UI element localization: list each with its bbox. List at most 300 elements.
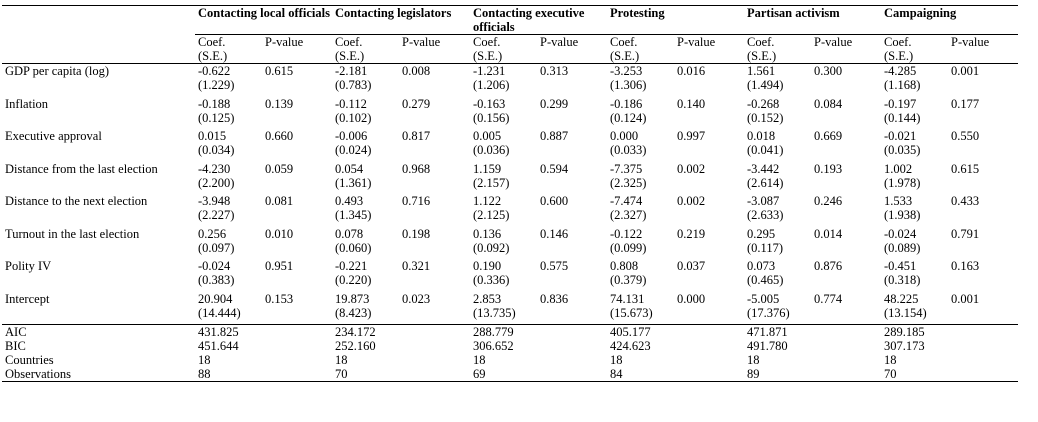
stat-spacer [674,339,744,353]
standard-error: (0.092) [473,240,510,255]
p-value: 0.615 [265,64,294,78]
corner-cell [2,35,195,64]
coef-cell [470,97,537,130]
table-row [2,129,1018,162]
coef-cell [332,194,399,227]
p-value: 0.246 [814,194,843,208]
p-value: 0.660 [265,129,294,143]
stat-spacer [537,325,607,340]
stat-row [2,353,1018,367]
standard-error: (0.318) [884,273,921,287]
p-value: 0.321 [402,259,431,273]
table-row [2,97,1018,130]
stat-label: Countries [5,353,54,367]
standard-error: (0.024) [335,143,372,157]
standard-error: (17.376) [747,305,790,320]
coefficient: -0.006 [335,129,368,143]
standard-error: (2.227) [198,208,235,222]
p-value: 0.817 [402,129,431,143]
coef-cell [744,259,811,292]
standard-error: (1.978) [884,175,921,190]
stat-value: 288.779 [473,325,514,339]
stat-value: 70 [332,367,399,382]
standard-error: (1.494) [747,78,784,92]
variable-name: Executive approval [5,129,102,143]
coefficient: -3.442 [747,161,780,176]
coef-cell [881,162,948,195]
se-label: (S.E.) [335,49,365,63]
coef-se-header [332,35,399,64]
standard-error: (2.614) [747,175,784,190]
standard-error: (0.097) [198,240,235,255]
stat-row [2,325,1018,340]
standard-error: (0.156) [473,110,510,125]
standard-error: (15.673) [610,305,653,320]
stat-spacer [537,367,607,382]
coef-se-header [881,35,948,64]
coef-label: Coef. [747,35,775,49]
p-value: 0.002 [677,161,706,176]
stat-value: 451.644 [198,339,239,353]
coef-cell [607,227,674,260]
coef-label: Coef. [473,35,501,49]
coef-cell [195,292,262,325]
p-value: 0.000 [674,292,744,325]
coef-cell [881,227,948,260]
standard-error: (13.154) [884,305,927,320]
p-value: 0.014 [814,226,843,241]
coefficient: -0.268 [747,96,780,111]
standard-error: (0.144) [884,110,921,125]
coef-se-header [744,35,811,64]
coef-cell [195,194,262,227]
stat-label: AIC [5,325,27,339]
coef-cell [470,194,537,227]
standard-error: (0.034) [198,143,235,157]
p-value: 0.002 [677,194,706,208]
table-row [2,162,1018,195]
pvalue-header: P-value [948,35,1018,64]
p-value: 0.010 [265,226,294,241]
variable-name: Distance from the last election [5,161,158,176]
standard-error: (1.229) [198,78,235,92]
standard-error: (2.125) [473,208,510,222]
standard-error: (1.345) [335,208,372,222]
coefficient: 0.256 [198,226,227,241]
standard-error: (0.033) [610,143,647,157]
stat-spacer [399,325,470,340]
p-value: 0.716 [402,194,431,208]
stat-spacer [811,353,881,367]
standard-error: (0.220) [335,273,372,287]
pvalue-header: P-value [674,35,744,64]
coefficient: -7.474 [610,194,643,208]
stat-value: 491.780 [747,339,788,353]
standard-error: (2.200) [198,175,235,190]
se-label: (S.E.) [610,49,640,63]
standard-error: (0.152) [747,110,784,125]
p-value: 0.836 [537,292,607,325]
coefficient: -1.231 [473,64,506,78]
coefficient: 0.015 [198,129,227,143]
model-header: Contacting executive officials [470,6,607,35]
standard-error: (0.117) [747,240,783,255]
model-header: Contacting local officials [195,6,332,35]
variable-name: Distance to the next election [5,194,148,208]
stat-spacer [262,325,332,340]
coefficient: -0.112 [335,96,367,111]
standard-error: (0.035) [884,143,921,157]
coef-cell [607,292,674,325]
p-value: 0.279 [402,96,431,111]
stat-spacer [674,353,744,367]
p-value: 0.059 [265,161,294,176]
stat-value: 18 [198,353,211,367]
corner-cell [2,6,195,35]
model-header: Protesting [607,6,744,35]
standard-error: (0.036) [473,143,510,157]
standard-error: (0.125) [198,110,235,125]
standard-error: (13.735) [473,305,516,320]
table-row [2,259,1018,292]
standard-error: (0.102) [335,110,372,125]
stat-value: 88 [195,367,262,382]
p-value: 0.008 [402,64,431,78]
model-stats-body [2,325,1018,382]
coefficient: -0.186 [610,96,643,111]
standard-error: (0.465) [747,273,784,287]
se-label: (S.E.) [198,49,228,63]
p-value: 0.163 [951,259,980,273]
standard-error: (0.060) [335,240,372,255]
p-value: 0.001 [948,292,1018,325]
coef-cell [744,194,811,227]
coef-cell [881,64,948,97]
standard-error: (0.041) [747,143,784,157]
standard-error: (1.306) [610,78,647,92]
p-value: 0.084 [814,96,843,111]
coefficient: 1.561 [747,64,776,78]
coef-cell [607,64,674,97]
coefficient: -7.375 [610,161,643,176]
coefficient: 1.533 [884,194,913,208]
stat-spacer [811,325,881,340]
coef-cell [332,97,399,130]
coefficient: -0.024 [198,259,231,273]
stat-value: 18 [884,353,897,367]
coefficient: -3.253 [610,64,643,78]
p-value: 0.193 [814,161,843,176]
variable-name: Turnout in the last election [5,226,140,241]
standard-error: (2.157) [473,175,510,190]
model-header: Partisan activism [744,6,881,35]
stat-value: 307.173 [884,339,925,353]
p-value: 0.876 [814,259,843,273]
model-header: Campaigning [881,6,1018,35]
coef-cell [470,259,537,292]
standard-error: (0.336) [473,273,510,287]
variable-name: Intercept [2,292,195,325]
standard-error: (1.168) [884,78,921,92]
stat-value: 18 [610,353,623,367]
coef-cell [744,129,811,162]
stat-value: 18 [335,353,348,367]
p-value: 0.550 [951,129,980,143]
p-value: 0.313 [540,64,569,78]
coefficient: -4.285 [884,64,917,78]
stat-spacer [948,325,1018,340]
stat-spacer [399,339,470,353]
p-value: 0.300 [814,64,843,78]
stat-spacer [262,353,332,367]
coef-label: Coef. [884,35,912,49]
coefficient: 19.873 [335,291,370,306]
pvalue-header: P-value [811,35,881,64]
standard-error: (0.383) [198,273,235,287]
coef-cell [195,97,262,130]
coef-cell [470,227,537,260]
column-subheader-row [2,35,1018,64]
stat-value: 18 [473,353,486,367]
standard-error: (1.361) [335,175,372,190]
standard-error: (2.327) [610,208,647,222]
stat-value: 306.652 [473,339,514,353]
p-value: 0.774 [811,292,881,325]
coef-cell [607,162,674,195]
stat-value: 252.160 [335,339,376,353]
table-row [2,227,1018,260]
stat-value: 471.871 [747,325,788,339]
p-value: 0.669 [814,129,843,143]
coef-cell [744,97,811,130]
standard-error: (8.423) [335,305,372,320]
coefficient: -5.005 [747,291,780,306]
coef-cell [195,259,262,292]
p-value: 0.001 [951,64,980,78]
p-value: 0.023 [399,292,470,325]
regression-table [2,5,1018,382]
coef-cell [332,227,399,260]
stat-value: 84 [607,367,674,382]
stat-value: 424.623 [610,339,651,353]
coef-cell [470,129,537,162]
coefficient: -3.087 [747,194,780,208]
stat-label: BIC [5,339,26,353]
coef-cell [881,194,948,227]
coefficient: 0.295 [747,226,776,241]
coefficient: 20.904 [198,291,233,306]
variable-name: GDP per capita (log) [5,64,110,78]
coef-cell [881,97,948,130]
se-label: (S.E.) [884,49,914,63]
table-row [2,292,1018,325]
coefficient: -0.163 [473,96,506,111]
standard-error: (0.089) [884,240,921,255]
standard-error: (2.633) [747,208,784,222]
stat-spacer [537,339,607,353]
coef-label: Coef. [610,35,638,49]
table-row [2,194,1018,227]
standard-error: (0.379) [610,273,647,287]
standard-error: (14.444) [198,305,241,320]
coefficient: 48.225 [884,291,919,306]
stat-spacer [674,367,744,382]
coefficient: 0.493 [335,194,364,208]
stat-value: 405.177 [610,325,651,339]
coef-cell [332,292,399,325]
coef-label: Coef. [198,35,226,49]
stat-value: 431.825 [198,325,239,339]
p-value: 0.140 [677,96,706,111]
coef-cell [744,162,811,195]
coef-cell [332,162,399,195]
coef-cell [470,64,537,97]
p-value: 0.146 [540,226,569,241]
stat-spacer [948,367,1018,382]
coefficient: -0.622 [198,64,231,78]
p-value: 0.791 [951,226,980,241]
coef-cell [332,129,399,162]
stat-spacer [399,353,470,367]
stat-value: 69 [470,367,537,382]
p-value: 0.594 [540,161,569,176]
coefficient: 0.005 [473,129,502,143]
p-value: 0.081 [265,194,294,208]
coef-label: Coef. [335,35,363,49]
stat-value: 234.172 [335,325,376,339]
p-value: 0.139 [265,96,294,111]
coef-cell [195,64,262,97]
coef-cell [881,292,948,325]
coefficient: 1.002 [884,161,913,176]
standard-error: (0.124) [610,110,647,125]
coefficient: 0.190 [473,259,502,273]
coef-cell [607,97,674,130]
standard-error: (1.938) [884,208,921,222]
p-value: 0.997 [677,129,706,143]
p-value: 0.600 [540,194,569,208]
coefficient: 0.054 [335,161,364,176]
pvalue-header: P-value [537,35,607,64]
variable-name: Polity IV [5,259,52,273]
coef-cell [607,129,674,162]
pvalue-header: P-value [399,35,470,64]
coefficient: 1.122 [473,194,502,208]
p-value: 0.153 [262,292,332,325]
se-label: (S.E.) [747,49,777,63]
coefficient: 0.136 [473,226,502,241]
coefficients-body [2,64,1018,325]
coef-cell [881,129,948,162]
stat-value: 70 [881,367,948,382]
standard-error: (1.206) [473,78,510,92]
p-value: 0.968 [402,161,431,176]
coefficient: -3.948 [198,194,231,208]
p-value: 0.887 [540,129,569,143]
coefficient: 0.073 [747,259,776,273]
coefficient: -0.122 [610,226,643,241]
coefficient: -0.197 [884,96,917,111]
coef-se-header [470,35,537,64]
coefficient: -2.181 [335,64,368,78]
stat-spacer [537,353,607,367]
p-value: 0.016 [677,64,706,78]
standard-error: (0.783) [335,78,372,92]
coef-cell [744,227,811,260]
coefficient: 0.078 [335,226,364,241]
p-value: 0.951 [265,259,294,273]
p-value: 0.615 [951,161,980,176]
stat-value: 89 [744,367,811,382]
stat-spacer [399,367,470,382]
coefficient: 0.018 [747,129,776,143]
coef-cell [332,64,399,97]
coef-cell [607,194,674,227]
table-row [2,64,1018,97]
model-header-row [2,6,1018,35]
pvalue-header: P-value [262,35,332,64]
coefficient: -0.188 [198,96,231,111]
stat-spacer [811,339,881,353]
coef-cell [470,292,537,325]
coef-cell [195,162,262,195]
coefficient: -0.024 [884,226,917,241]
p-value: 0.177 [951,96,980,111]
standard-error: (0.099) [610,240,647,255]
stat-row [2,339,1018,353]
coefficient: -0.451 [884,259,917,273]
coefficient: 74.131 [610,291,645,306]
coefficient: -4.230 [198,161,231,176]
p-value: 0.037 [677,259,706,273]
coef-cell [744,64,811,97]
coef-se-header [195,35,262,64]
stat-spacer [674,325,744,340]
stat-label: Observations [2,367,195,382]
p-value: 0.299 [540,96,569,111]
stat-spacer [811,367,881,382]
coef-cell [744,292,811,325]
stat-spacer [948,353,1018,367]
coef-cell [332,259,399,292]
coef-cell [470,162,537,195]
coefficient: 1.159 [473,161,502,176]
se-label: (S.E.) [473,49,503,63]
coef-cell [195,129,262,162]
variable-name: Inflation [5,96,49,111]
coefficient: -0.221 [335,259,368,273]
coef-cell [881,259,948,292]
stat-spacer [948,339,1018,353]
stat-spacer [262,367,332,382]
p-value: 0.433 [951,194,980,208]
stat-value: 18 [747,353,760,367]
stat-spacer [262,339,332,353]
coefficient: 0.000 [610,129,639,143]
coef-se-header [607,35,674,64]
coefficient: 2.853 [473,291,502,306]
standard-error: (2.325) [610,175,647,190]
stat-row [2,367,1018,382]
model-header: Contacting legislators [332,6,470,35]
coef-cell [195,227,262,260]
p-value: 0.575 [540,259,569,273]
p-value: 0.219 [677,226,706,241]
p-value: 0.198 [402,226,431,241]
coef-cell [607,259,674,292]
stat-value: 289.185 [884,325,925,339]
coefficient: -0.021 [884,129,917,143]
